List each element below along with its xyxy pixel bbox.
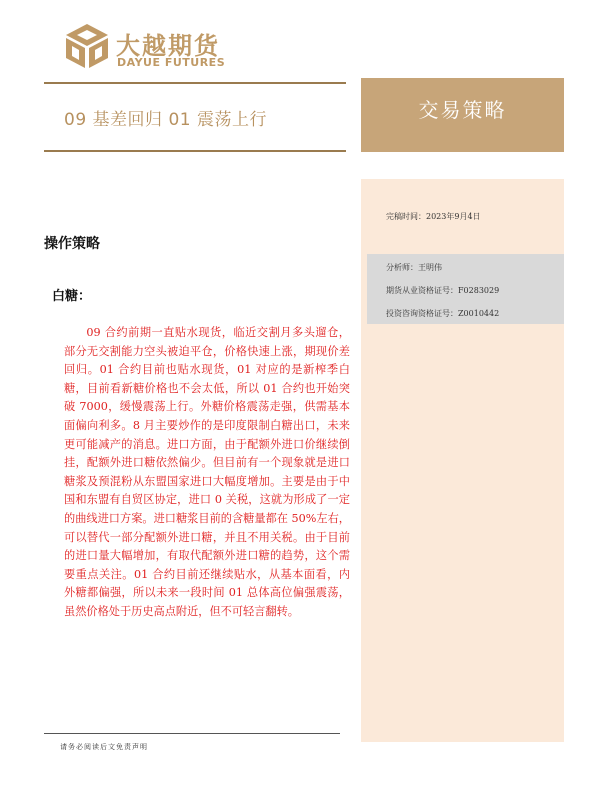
banner-title: 交易策略 [418,98,507,122]
futures-cert-number: 期货从业资格证号：F0283029 [386,286,500,295]
header-bottom-rule [44,150,346,152]
footer-rule [44,733,340,734]
strategy-paragraph: 09 合约前期一直贴水现货，临近交割月多头遛仓，部分无交割能力空头被迫平仓，价格快速上涨，期现价差回归。01 合约目前也贴水现货，01 对应的是新榨季白糖，目前看新糖价格也不会太低，所以 01 合约也开始突破 7000，缓慢震荡上行。外糖价格震荡走强，供需基本面偏向利多。8 月主要炒作的是印度限制白糖出口，未来更可能减产的消息。进口方面，由于配额外进口价继续倒挂，配额外进口糖依然偏少。但目前有一个现象就是进口糖浆及预混粉从东盟国家进口大幅度增加。主要是由于中国和东盟有自贸区协定，进口 0 关税，这就为形成了一定的曲线进口方案。进口糖浆目前的含糖量都在 50%左右，可以替代一部分配额外进口糖，并且不用关税。由于目前的进口量大幅增加，有取代配额外进口糖的趋势，这个需要重点关注。01 合约目前还继续贴水，从基本面看，内外糖都偏强，所以未来一段时间 01 总体高位偏强震荡，虽然价格处于历史高点附近，但不可轻言翻转。 [64,326,350,618]
company-logo [64,22,234,72]
logo-name-en: DAYUE FUTURES [117,56,226,69]
analyst-name: 分析师：王明伟 [386,263,442,272]
consult-cert-number: 投资咨询资格证号：Z0010442 [386,309,500,318]
footer-disclaimer: 请务必阅读后文免责声明 [60,743,148,751]
completion-date: 完稿时间：2023年9月4日 [386,212,481,221]
info-sidebar [361,179,564,742]
strategy-banner [361,78,564,152]
analyst-info-box [367,254,564,324]
header-top-rule [44,82,346,84]
section-title: 操作策略 [44,236,100,252]
cube-logo-icon [64,22,110,70]
logo-name-cn: 大越期货 [116,32,220,60]
commodity-subtitle: 白糖： [52,289,92,304]
report-headline: 09 基差回归 01 震荡上行 [64,110,267,130]
